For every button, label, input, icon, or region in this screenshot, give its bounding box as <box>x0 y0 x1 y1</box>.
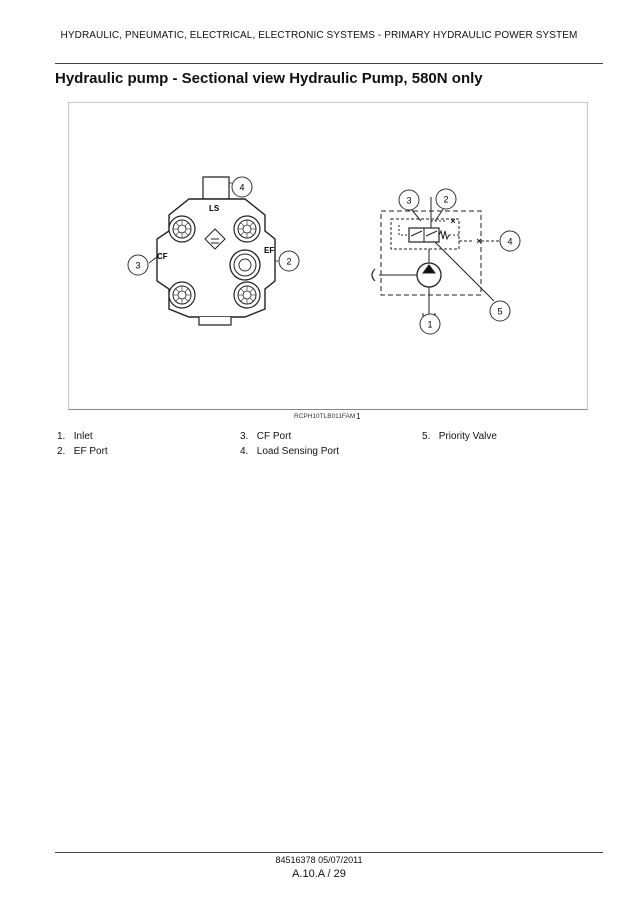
running-header: HYDRAULIC, PNEUMATIC, ELECTRICAL, ELECTRONIC SYSTEMS - PRIMARY HYDRAULIC POWER SYSTEM <box>60 30 578 41</box>
legend-item <box>57 446 108 457</box>
callout-5-schematic <box>490 301 510 321</box>
callout-2-pump <box>279 251 299 271</box>
legend-num: 4. <box>240 446 249 457</box>
callout-2-schematic <box>436 189 456 209</box>
callout-3-pump <box>128 255 148 275</box>
figure-frame <box>68 102 588 410</box>
footer-doc-ref: 84516378 05/07/2011 <box>275 855 363 865</box>
legend-label: Inlet <box>73 431 93 442</box>
legend-label: Load Sensing Port <box>256 446 340 457</box>
callout-2-pump-text: 2 <box>286 256 292 267</box>
legend-num: 1. <box>57 431 66 442</box>
hydraulic-schematic <box>372 194 509 317</box>
legend-item <box>57 431 93 442</box>
callout-3-schematic-text: 3 <box>406 195 412 206</box>
callout-4-schematic <box>500 231 520 251</box>
callout-2-schematic-text: 2 <box>443 194 449 205</box>
cf-label: CF <box>157 252 168 261</box>
ls-label: LS <box>209 204 220 213</box>
legend-item <box>422 431 497 442</box>
callout-3-pump-text: 3 <box>135 260 141 271</box>
callout-1-schematic-text: 1 <box>427 319 433 330</box>
legend-num: 3. <box>240 431 249 442</box>
callout-3-schematic <box>399 190 419 210</box>
section-title: Hydraulic pump - Sectional view Hydraulic Pump, 580N only <box>55 70 483 87</box>
legend-label: CF Port <box>256 431 292 442</box>
callout-1-schematic <box>420 314 440 334</box>
legend-item <box>240 446 339 457</box>
footer-page-number: A.10.A / 29 <box>292 868 346 880</box>
header-rule <box>55 63 603 64</box>
callout-4-pump-text: 4 <box>239 182 245 193</box>
callout-4-pump <box>232 177 252 197</box>
legend-num: 2. <box>57 446 66 457</box>
figure-number: 1 <box>356 412 361 421</box>
callout-5-schematic-text: 5 <box>497 306 503 317</box>
callout-4-schematic-text: 4 <box>507 236 513 247</box>
pump-body-drawing <box>149 177 279 325</box>
figure-illustration <box>69 103 589 411</box>
ef-label: EF <box>264 246 275 255</box>
legend-label: Priority Valve <box>438 431 497 442</box>
legend-label: EF Port <box>73 446 108 457</box>
footer-rule <box>55 852 603 853</box>
legend-num: 5. <box>422 431 431 442</box>
figure-code: RCPH10TLB011FAM <box>294 413 356 420</box>
legend-item <box>240 431 291 442</box>
